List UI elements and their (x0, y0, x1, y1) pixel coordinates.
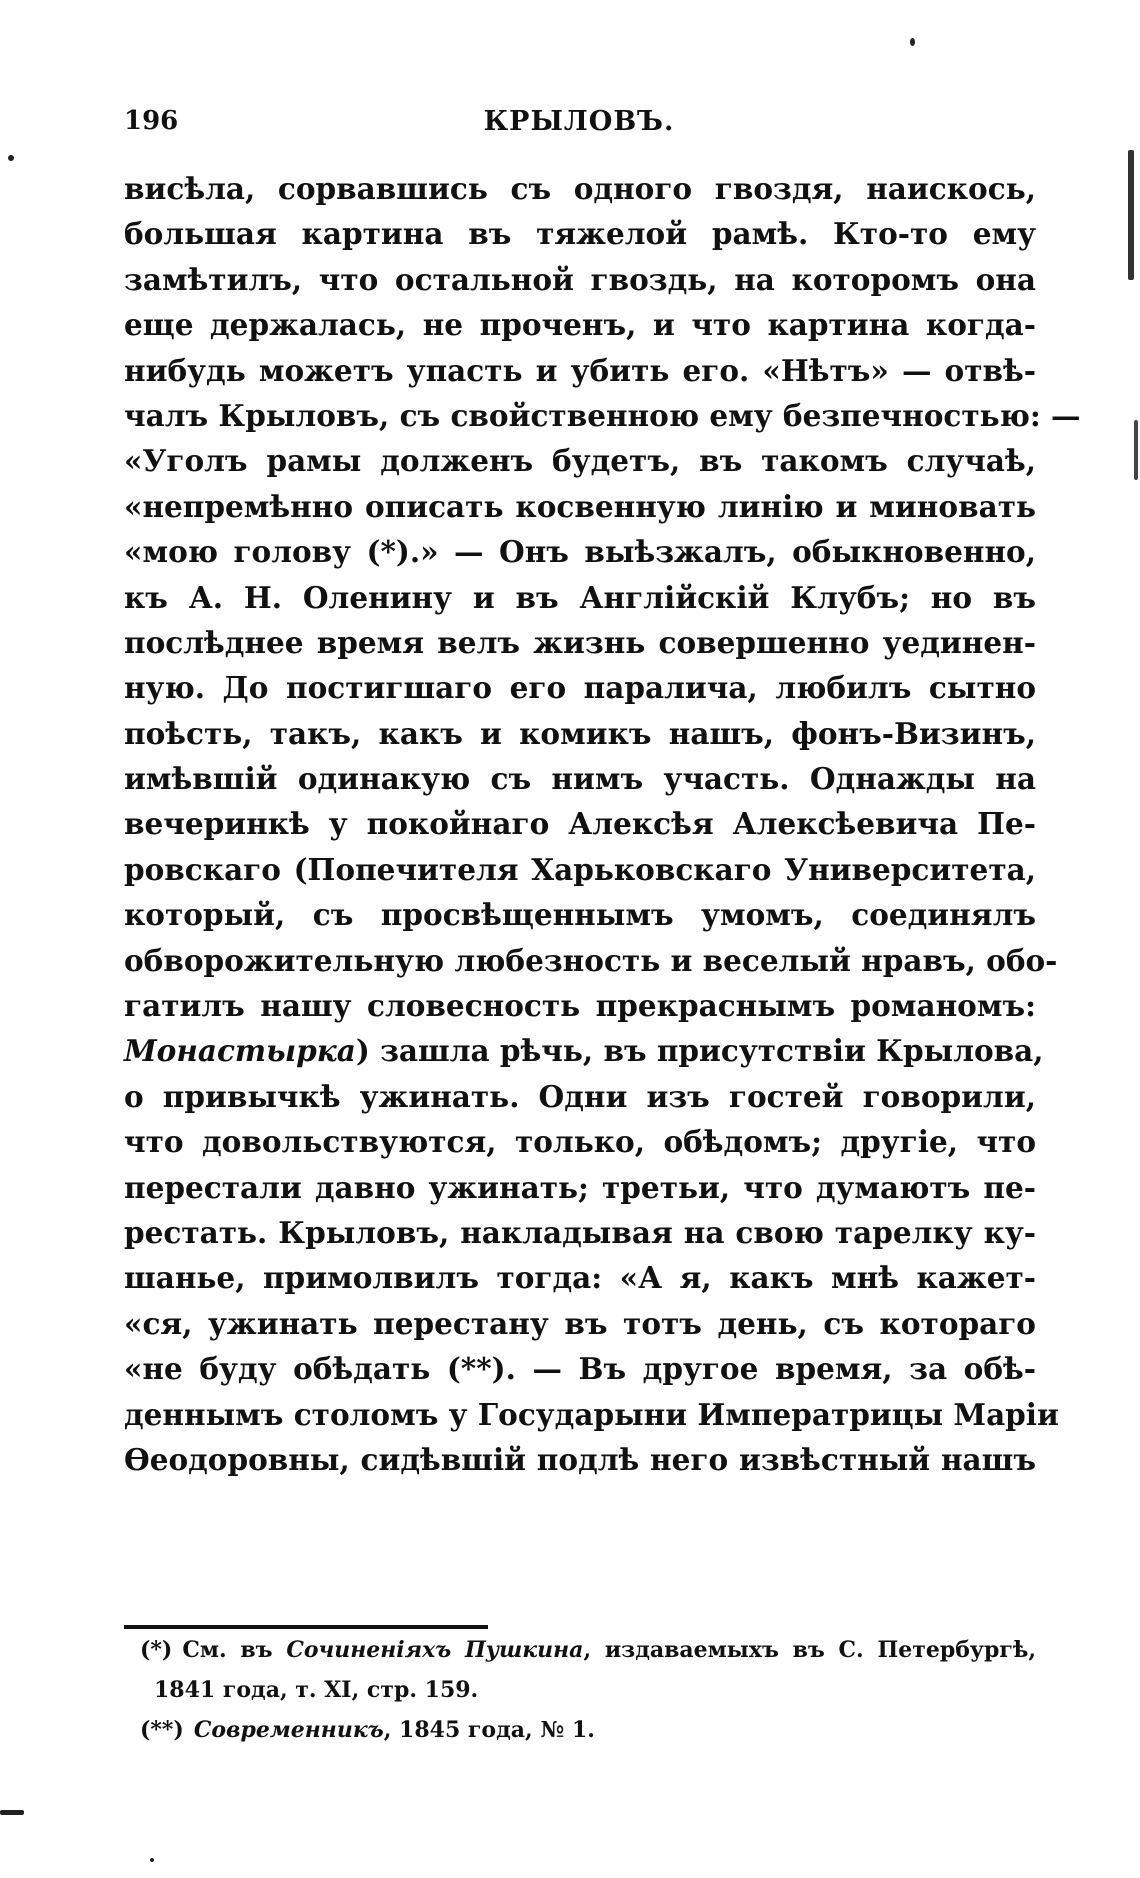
text-line: нибудь можетъ упасть и убить его. «Нѣтъ» — отвѣ- (124, 352, 1036, 388)
footnote-2 (140, 1710, 1036, 1750)
text-line-rest: ) зашла рѣчь, въ присутствіи Крылова, (355, 1033, 1044, 1069)
footnote-divider (124, 1625, 488, 1629)
ink-speck (0, 1810, 24, 1815)
page-number: 196 (124, 106, 179, 136)
text-line: гатилъ нашу словесность прекраснымъ романомъ: (124, 988, 1036, 1024)
text-line: ную. До постигшаго его паралича, любилъ сытно (124, 670, 1036, 706)
text-line: «не буду обѣдать (**). — Въ другое время, за обѣ- (124, 1351, 1036, 1387)
text-line: большая картина въ тяжелой рамѣ. Кто-то ему (124, 216, 1036, 252)
ink-speck (1128, 150, 1134, 280)
text-line: рестать. Крыловъ, накладывая на свою тарелку ку- (124, 1214, 1036, 1250)
footnote-1 (140, 1630, 1036, 1670)
text-line: еще держалась, не проченъ, и что картина когда- (124, 307, 1036, 343)
ink-speck (1134, 420, 1138, 480)
ink-speck (150, 1858, 154, 1862)
text-line: перестали давно ужинать; третьи, что думаютъ пе- (124, 1169, 1036, 1205)
text-line: поѣсть, такъ, какъ и комикъ нашъ, фонъ-Визинъ, (124, 715, 1036, 751)
footnote-1-continuation: 1841 года, т. XI, стр. 159. (154, 1677, 479, 1703)
text-line: о привычкѣ ужинать. Одни изъ гостей говорили, (124, 1078, 1036, 1114)
text-line: замѣтилъ, что остальной гвоздь, на которомъ она (124, 261, 1036, 297)
text-line: который, съ просвѣщеннымъ умомъ, соединялъ (124, 897, 1036, 933)
footnotes (140, 1630, 1036, 1750)
footnote-source-title: Сочиненіяхъ Пушкина (286, 1637, 584, 1663)
text-line: шанье, примолвилъ тогда: «А я, какъ мнѣ кажет- (124, 1260, 1036, 1296)
text-line: чалъ Крыловъ, съ свойственною ему безпечностью: — (124, 397, 1081, 433)
running-title: КРЫЛОВЪ. (483, 106, 675, 137)
text-line-italic-title (124, 1028, 1044, 1073)
text-line: «мою голову (*).» — Онъ выѣзжалъ, обыкновенно, (124, 534, 1036, 570)
footnote-text: См. въ (182, 1637, 287, 1663)
text-line: что довольствуются, только, обѣдомъ; другіе, что (124, 1124, 1036, 1160)
ink-speck (8, 155, 14, 161)
text-line: «ся, ужинать перестану въ тотъ день, съ котораго (124, 1305, 1036, 1341)
text-line: «непремѣнно описать косвенную линію и миновать (124, 488, 1036, 524)
text-line: «Уголъ рамы долженъ будетъ, въ такомъ случаѣ, (124, 443, 1036, 479)
italic-title: Монастырка (124, 1033, 356, 1069)
text-line: имѣвшій одинакую съ нимъ участь. Однажды на (124, 761, 1036, 797)
footnote-source-title: Современникъ (193, 1717, 384, 1743)
text-line: послѣднее время велъ жизнь совершенно уединен- (124, 624, 1036, 660)
text-line: висѣла, сорвавшись съ одного гвоздя, наискось, (124, 171, 1036, 206)
footnote-mark: (*) (140, 1637, 173, 1663)
text-line: обворожительную любезность и веселый нравъ, обо- (124, 942, 1058, 978)
text-line: Ѳеодоровны, сидѣвшій подлѣ него извѣстный нашъ (124, 1441, 1036, 1477)
ink-speck (910, 38, 915, 46)
footnote-mark: (**) (140, 1717, 184, 1743)
body-text (124, 166, 1081, 1482)
page-header (120, 100, 1038, 144)
text-line: деннымъ столомъ у Государыни Императрицы Маріи (124, 1396, 1059, 1432)
text-line: ровскаго (Попечителя Харьковскаго Университета, (124, 851, 1036, 887)
footnote-text: , издаваемыхъ въ С. Петербургѣ, (583, 1637, 1036, 1663)
text-line: вечеринкѣ у покойнаго Алексѣя Алексѣевича Пе- (124, 806, 1036, 842)
text-line: къ А. Н. Оленину и въ Англійскій Клубъ; но въ (124, 579, 1036, 615)
footnote-text: , 1845 года, № 1. (383, 1717, 595, 1743)
